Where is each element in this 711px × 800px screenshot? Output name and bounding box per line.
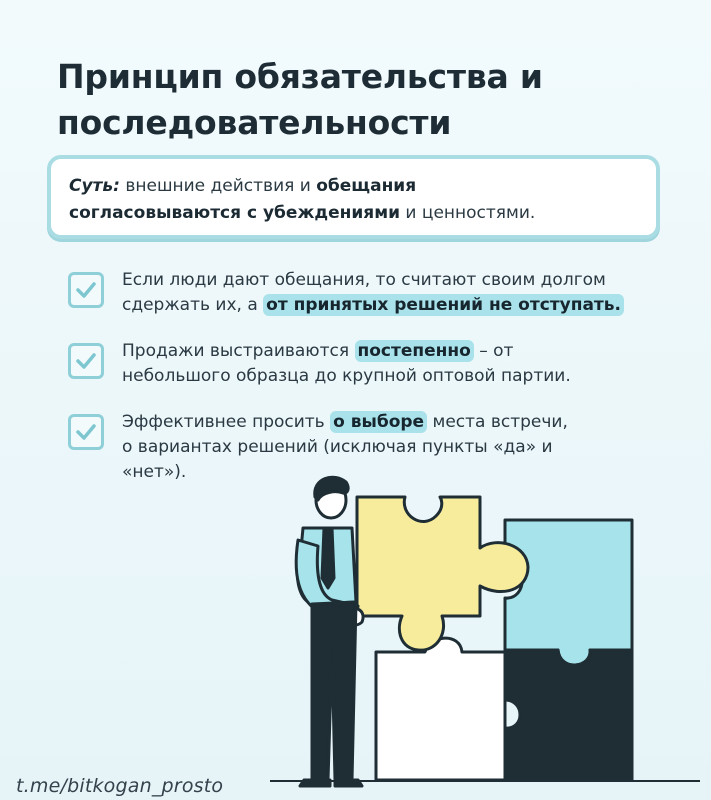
item-post: – от — [473, 341, 514, 361]
title-line-1: Принцип обязательства и — [57, 57, 543, 96]
item-highlight: постепенно — [355, 340, 474, 362]
item-highlight: от принятых решений не отступать. — [263, 294, 624, 316]
summary-part-1: внешние действия и — [119, 176, 317, 196]
puzzle-piece-white — [376, 638, 505, 780]
summary-part-2: и ценностями. — [400, 203, 536, 223]
footer-channel-link[interactable]: t.me/bitkogan_prosto — [16, 775, 224, 797]
item-pre: Продажи выстраиваются — [122, 341, 355, 361]
title-line-2: последовательности — [57, 103, 452, 142]
businessman-figure — [296, 477, 363, 786]
item-line: небольшого образца до крупной оптовой партии. — [122, 366, 571, 386]
summary-label: Суть: — [69, 176, 120, 196]
puzzle-piece-yellow — [357, 497, 528, 650]
puzzle-piece-blue — [505, 520, 632, 665]
item-highlight: о выборе — [330, 411, 427, 433]
puzzle-piece-dark — [505, 650, 632, 780]
item-pre: сдержать их, а — [122, 295, 264, 315]
summary-bold-2: согласовываются с убеждениями — [69, 203, 401, 223]
item-pre: Эффективнее просить — [122, 412, 331, 432]
item-line: «нет»). — [122, 462, 187, 482]
item-post: места встречи, — [427, 412, 568, 432]
item-line: Если люди дают обещания, то считают своим долгом — [122, 270, 606, 290]
item-line: о вариантах решений (исключая пункты «да» и — [122, 437, 553, 457]
summary-bold-1: обещания — [316, 176, 417, 196]
